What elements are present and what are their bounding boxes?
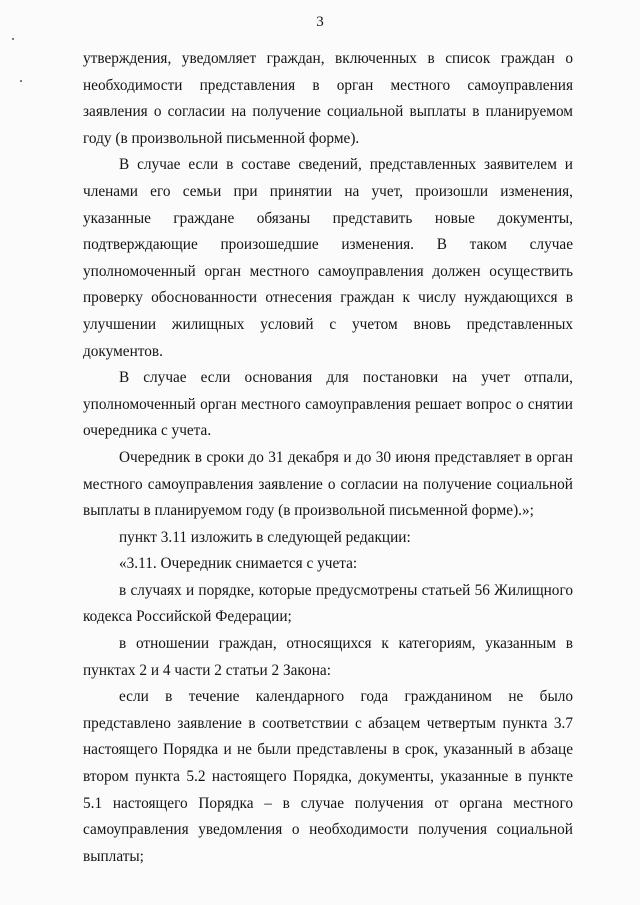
paragraph: В случае если основания для постановки на учет отпали, уполномоченный орган местного самоуправления решает вопрос о снятии очередника с учета. [83,369,573,440]
paragraph: в случаях и порядке, которые предусмотрены статьей 56 Жилищного кодекса Российской Федерации; [83,581,573,626]
paragraph: если в течение календарного года гражданином не было представлено заявление в соответствии с абзацем четвертым пункта 3.7 настоящего Порядка и не были представлены в срок, указанный в абзаце втором пункта 5.2 настоящего Порядка, документы, указанные в пункте 5.1 настоящего Порядка – в случае получения от органа местного самоуправления уведомления о необходимости получения социальной выплаты; [83,688,573,865]
scan-speck [12,38,14,40]
paragraph: в отношении граждан, относящихся к категориям, указанным в пунктах 2 и 4 части 2 статьи 2 Закона: [83,635,573,679]
paragraph: «3.11. Очередник снимается с учета: [119,555,358,573]
paragraph: пункт 3.11 изложить в следующей редакции: [119,528,411,546]
paragraph: Очередник в сроки до 31 декабря и до 30 июня представляет в орган местного самоуправления заявление о согласии на получение социальной выплаты в планируемом году (в произвольной письменной форме).»; [83,448,573,520]
page-number: 3 [316,14,324,30]
document-body [83,46,573,870]
paragraph: утверждения, уведомляет граждан, включенных в список граждан о необходимости представления в орган местного самоуправления заявления о согласии на получение социальной выплаты в планируемом году (в произвольной письменной форме). [83,50,573,147]
paragraph: В случае если в составе сведений, представленных заявителем и членами его семьи при принятии на учет, произошли изменения, указанные граждане обязаны представить новые документы, подтверждающие произошедшие изменения. В таком случае уполномоченный орган местного самоуправления должен осуществить проверку обоснованности отнесения граждан к числу нуждающихся в улучшении жилищных условий с учетом вновь представленных документов. [83,156,573,360]
scan-speck [20,80,22,82]
